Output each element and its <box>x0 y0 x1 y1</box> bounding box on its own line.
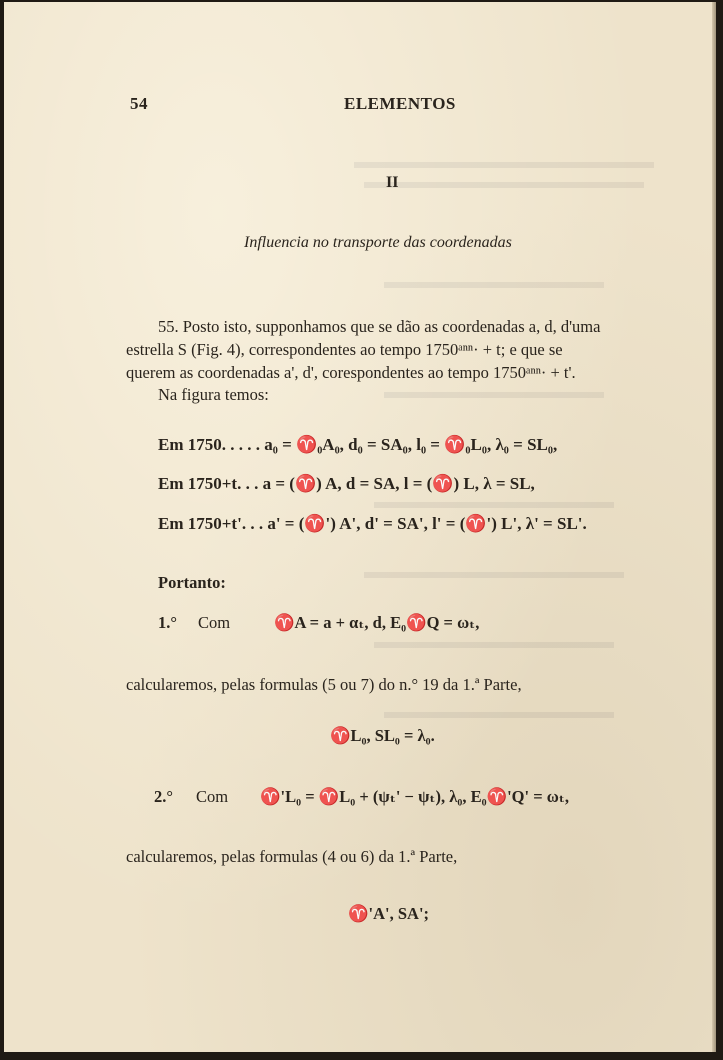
paragraph-line-3: querem as coordenadas a', d', corespondentes ao tempo 1750ᵃⁿⁿ· + t'. <box>126 363 576 382</box>
item-1-label: 1.° <box>158 613 177 632</box>
bleed-through-text <box>344 152 684 852</box>
equation-1750-t: Em 1750+t. . . a = (♈) A, d = SA, l = (♈) L, λ = SL, <box>158 474 535 493</box>
paragraph-line-1: 55. Posto isto, supponhamos que se dão as coordenadas a, d, d'uma <box>158 317 601 336</box>
running-head: ELEMENTOS <box>344 94 456 113</box>
item-1-calc-line: calcularemos, pelas formulas (5 ou 7) do n.° 19 da 1.ª Parte, <box>126 675 522 694</box>
equation-1750-t-prime: Em 1750+t'. . . a' = (♈') A', d' = SA', l' = (♈') L', λ' = SL'. <box>158 514 587 533</box>
section-number: II <box>386 174 399 191</box>
item-1-result: ♈L₀, SL₀ = λ₀. <box>330 726 435 745</box>
equation-1750: Em 1750. . . . . a₀ = ♈₀A₀, d₀ = SA₀, l₀ = ♈₀L₀, λ₀ = SL₀, <box>158 435 558 454</box>
page-number: 54 <box>130 94 148 113</box>
book-page <box>4 2 716 1052</box>
item-2-result: ♈'A', SA'; <box>348 904 430 923</box>
item-2-formula: ♈'L₀ = ♈L₀ + (ψₜ' − ψₜ), λ₀, E₀♈'Q' = ωₜ, <box>260 787 570 806</box>
item-2-calc-line: calcularemos, pelas formulas (4 ou 6) da 1.ª Parte, <box>126 847 458 866</box>
portanto-label: Portanto: <box>158 573 226 592</box>
item-2-word: Com <box>196 787 229 806</box>
paragraph-line-2: estrella S (Fig. 4), correspondentes ao tempo 1750ᵃⁿⁿ· + t; e que se <box>126 340 563 359</box>
item-2-label: 2.° <box>154 787 173 806</box>
paragraph-line-4: Na figura temos: <box>158 385 269 404</box>
section-title: Influencia no transporte das coordenadas <box>244 234 512 251</box>
item-1-formula: ♈A = a + αₜ, d, E₀♈Q = ωₜ, <box>274 613 480 632</box>
page-edge <box>712 2 716 1052</box>
item-1-word: Com <box>198 613 231 632</box>
